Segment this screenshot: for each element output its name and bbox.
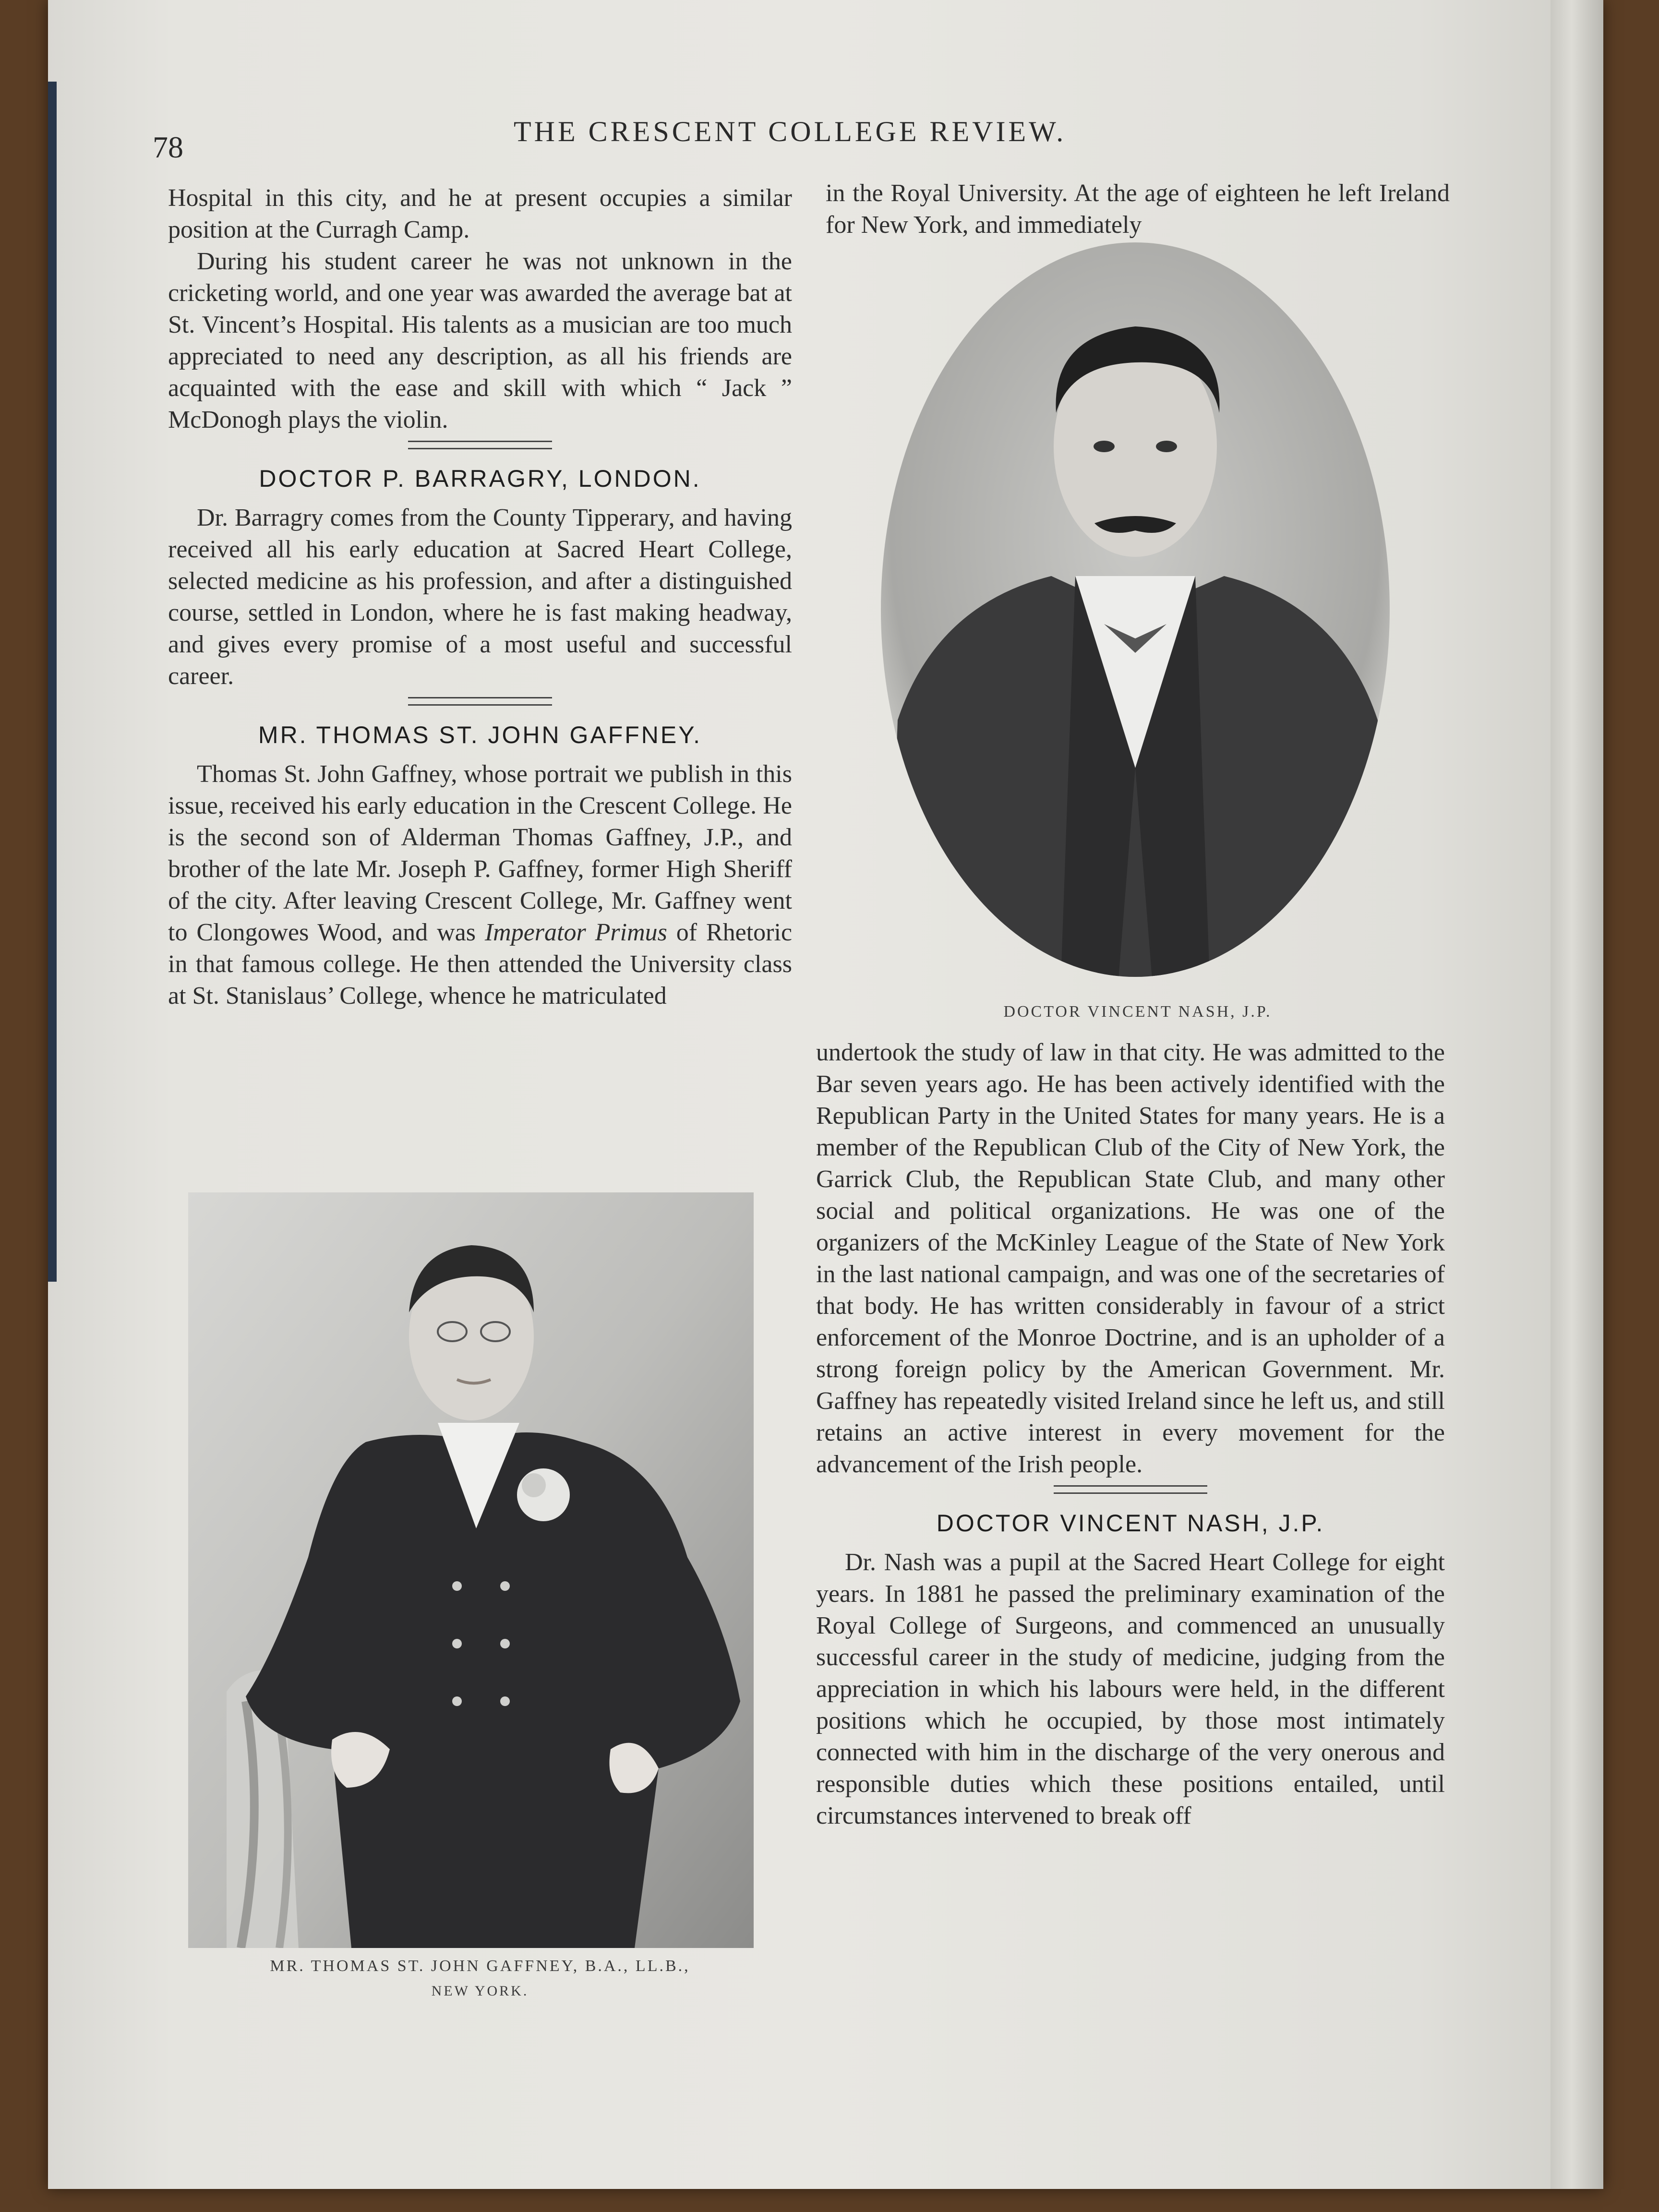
gaffney-caption-line1: MR. THOMAS ST. JOHN GAFFNEY, B.A., LL.B., bbox=[270, 1957, 690, 1975]
barragry-paragraph: Dr. Barragry comes from the County Tipperary, and having received all his early education at Sacred Heart College, selected medicine as his profession, and after a distinguished course, settled in London, where he is fast making headway, and gives every promise of a most useful and successful career. bbox=[168, 504, 792, 690]
page-number: 78 bbox=[153, 130, 183, 164]
gaffney-continued-top: in the Royal University. At the age of eighteen he left Ireland for New York, and immediately bbox=[826, 180, 1450, 239]
intro-paragraph: Hospital in this city, and he at present occupies a similar position at the Curragh Camp. bbox=[168, 184, 792, 243]
mcdonogh-paragraph: During his student career he was not unknown in the cricketing world, and one year was awarded the average bat at St. Vincent’s Hospital. His talents as a musician are too much appreciated to need any description, as all his friends are acquainted with the ease and skill with which “ Jack ” McDonogh plays the violin. bbox=[168, 248, 792, 433]
gaffney-portrait-image bbox=[188, 1192, 754, 1948]
nash-portrait-photo bbox=[878, 240, 1392, 979]
gaffney-photo-caption bbox=[168, 1954, 792, 2004]
nash-portrait-image bbox=[878, 240, 1392, 979]
section-divider bbox=[408, 697, 552, 706]
gaffney-portrait-photo bbox=[188, 1192, 754, 1948]
gaffney-caption-line2: NEW YORK. bbox=[431, 1983, 529, 1999]
barragry-heading: DOCTOR P. BARRAGRY, LONDON. bbox=[259, 465, 701, 492]
nash-photo-caption: DOCTOR VINCENT NASH, J.P. bbox=[1003, 1003, 1272, 1021]
gaffney-text-b: of Rhetoric in that famous college. He then attended the University class at St. Stanislaus’ College, whence he matriculated bbox=[168, 919, 793, 1010]
gaffney-heading: MR. THOMAS ST. JOHN GAFFNEY. bbox=[258, 721, 702, 748]
right-column-bottom bbox=[816, 1037, 1445, 1832]
gaffney-text-a: Thomas St. John Gaffney, whose portrait we publish in this issue, received his early education in the Crescent College. He is the second son of Alderman Thomas Gaffney, J.P., and brother of the late Mr. Joseph P. Gaffney, former High Sheriff of the city. After leaving Crescent College, Mr. Gaffney went to Clongowes Wood, and was bbox=[168, 760, 792, 946]
left-column bbox=[168, 182, 792, 1012]
book-binding bbox=[48, 82, 57, 1282]
running-title: THE CRESCENT COLLEGE REVIEW. bbox=[514, 116, 1067, 147]
section-divider bbox=[1054, 1485, 1207, 1494]
nash-paragraph: Dr. Nash was a pupil at the Sacred Heart College for eight years. In 1881 he passed the preliminary examination of the Royal College of Surgeons, and commenced an unusually successful career in the study of medicine, judging from the appreciation in which his labours were held, in the different positions which he occupied, by those most intimately connected with him in the discharge of the very onerous and responsible duties which these positions entailed, until circumstances intervened to break off bbox=[816, 1549, 1445, 1829]
gaffney-paragraph bbox=[168, 758, 792, 1012]
nash-heading: DOCTOR VINCENT NASH, J.P. bbox=[936, 1510, 1325, 1537]
page-edge bbox=[1551, 0, 1603, 2189]
gaffney-italic-title: Imperator Primus bbox=[484, 919, 667, 946]
section-divider bbox=[408, 441, 552, 449]
right-column-top bbox=[826, 178, 1450, 241]
gaffney-continued-paragraph: undertook the study of law in that city. He was admitted to the Bar seven years ago. He has been actively identified with the Republican Party in the United States for many years. He is a member of the Republican Club of the City of New York, the Garrick Club, the Republican State Club, and many other social and political organizations. He was one of the organizers of the McKinley League of the State of New York in the last national campaign, and was one of the secretaries of that body. He has written considerably in favour of a strict enforcement of the Monroe Doctrine, and is an upholder of a strong foreign policy by the American Government. Mr. Gaffney has repeatedly visited Ireland since he left us, and still retains an active interest in every movement for the advancement of the Irish people. bbox=[816, 1039, 1445, 1478]
